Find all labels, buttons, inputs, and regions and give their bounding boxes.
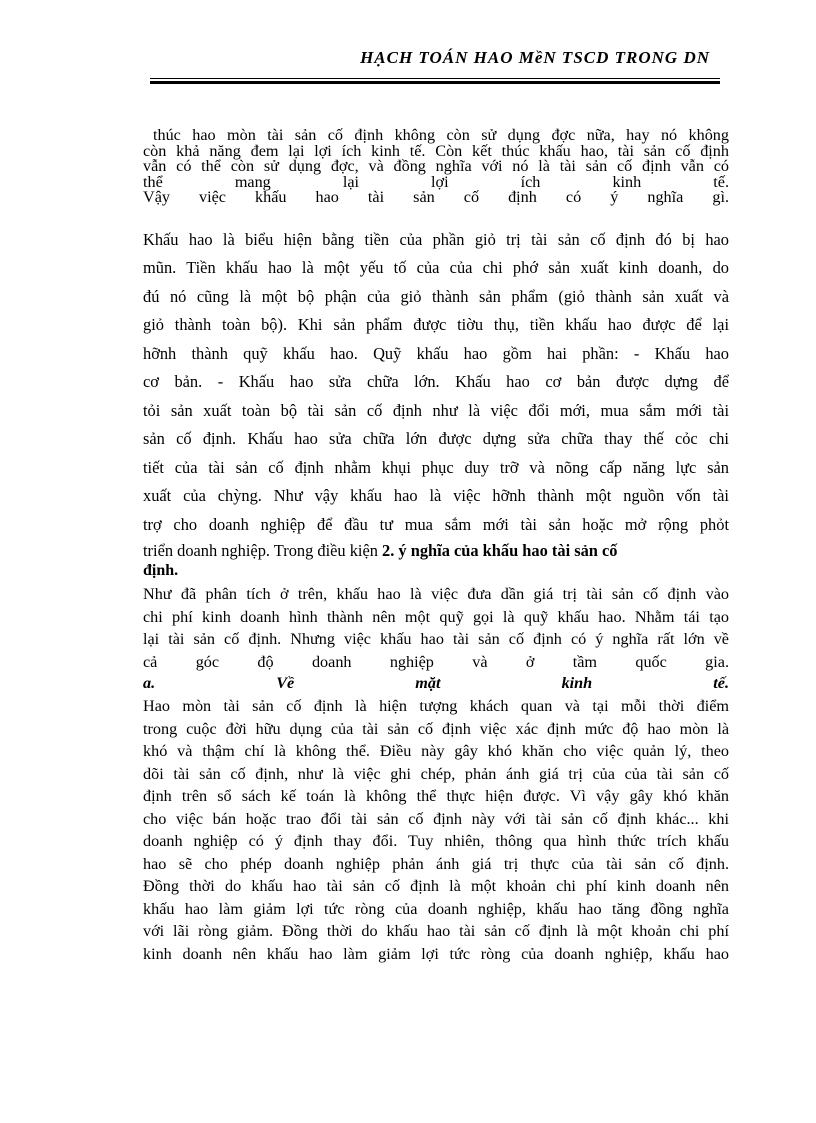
header-title: HẠCH TOÁN HAO MềN TSCD TRONG DN (360, 48, 710, 67)
text-line: Vậy việc khấu hao tài sản cố định có ý nghĩa gì. (143, 188, 729, 206)
text-line-with-heading (143, 539, 729, 563)
paragraph-4 (143, 695, 729, 965)
paragraph-3 (143, 583, 729, 693)
text-fragment: triển doanh nghiệp. Trong điều kiện (143, 541, 378, 560)
text-line: khó và thậm chí là không thể. Điều này gây khó khăn cho việc quản lý, theo (143, 742, 729, 760)
text-line: Như đã phân tích ở trên, khấu hao là việc đưa dần giá trị tài sản cố định vào (143, 585, 729, 603)
header-rule-thick (150, 81, 720, 84)
text-line: thể mang lại lợi ích kinh tế. (143, 172, 729, 191)
header-rule-thin (150, 78, 720, 79)
text-line: thúc hao mòn tài sản cố định không còn sử dụng đợc nữa, hay nó không (153, 126, 729, 144)
text-line: dõi tài sản cố định, như là việc ghi chép, phản ánh giá trị của của tài sản cố (143, 764, 729, 783)
text-line: với lãi ròng giảm. Đồng thời do khấu hao tài sản cố định là một khoản chi phí (143, 922, 729, 940)
text-line: còn khả năng đem lại lợi ích kinh tế. Còn kết thúc khấu hao, tài sản cố định (143, 141, 729, 160)
text-line: tỏi sản xuất toàn bộ tài sản cố định như là việc đổi mới, mua sắm mới tài (143, 400, 729, 420)
text-line: kinh doanh nên khấu hao làm giảm lợi tức ròng của doanh nghiệp, khấu hao (143, 944, 729, 963)
text-line: sản cố định. Khấu hao sửa chữa lớn được dựng sửa chữa thay thế cỏc chi (143, 429, 729, 448)
text-line: doanh nghiệp có ý định thay đổi. Tuy nhiên, thông qua hình thức trích khấu (143, 832, 729, 850)
text-line: vẫn có thể còn sử dụng đợc, và đồng nghĩa với nó là tài sản cố định vẫn có (143, 157, 729, 175)
text-line: tiết của tài sản cố định nhằm khụi phục duy trỡ và nõng cấp năng lực sản (143, 457, 729, 477)
paragraph-1 (143, 128, 729, 206)
text-line: Hao mòn tài sản cố định là hiện tượng khách quan và tại mỗi thời điểm (143, 697, 729, 715)
text-line: hao sẽ cho phép doanh nghiệp phản ánh giá trị thực của tài sản cố định. (143, 854, 729, 873)
text-line: hỡnh thành quỹ khấu hao. Quỹ khấu hao gồm hai phần: - Khấu hao (143, 343, 729, 363)
subsection-heading: a. Về mặt kinh tế. (143, 674, 729, 692)
paragraph-2 (143, 226, 729, 580)
section-heading-continued: định. (143, 562, 179, 579)
text-line: định trên sổ sách kế toán là không thể thực hiện được. Vì vậy gây khó khăn (143, 787, 729, 805)
document-body (143, 128, 729, 965)
text-line: lại tài sản cố định. Nhưng việc khấu hao tài sản cố định có ý nghĩa rất lớn về (143, 630, 729, 648)
text-line: chi phí kinh doanh hình thành nên một quỹ gọi là quỹ khấu hao. Nhằm tái tạo (143, 607, 729, 626)
text-line: trong cuộc đời hữu dụng của tài sản cố định việc xác định mức độ hao mòn là (143, 719, 729, 738)
text-line: mũn. Tiền khấu hao là một yếu tố của của chi phớ sản xuất kinh doanh, do (143, 258, 729, 277)
text-line: xuất của chỳng. Như vậy khấu hao là việc hỡnh thành một nguồn vốn tài (143, 486, 729, 505)
text-line: cả góc độ doanh nghiệp và ở tầm quốc gia. (143, 652, 729, 671)
text-line: Khấu hao là biểu hiện bằng tiền của phần giỏ trị tài sản cố định đó bị hao (143, 229, 729, 249)
text-line: giỏ thành toàn bộ). Khi sản phẩm được tiờu thụ, tiền khấu hao được để lại (143, 315, 729, 334)
section-heading: 2. ý nghĩa của khấu hao tài sản cố (382, 541, 618, 560)
text-line: khấu hao làm giảm lợi tức ròng của doanh nghiệp, khấu hao tăng đồng nghĩa (143, 899, 729, 918)
text-line: trợ cho doanh nghiệp để đầu tư mua sắm mới tài sản hoặc mở rộng phỏt (143, 514, 729, 534)
text-line: đú nó cũng là một bộ phận của giỏ thành sản phẩm (giỏ thành sản xuất và (143, 286, 729, 306)
text-line: cơ bản. - Khấu hao sửa chữa lớn. Khấu hao cơ bản được dựng để (143, 372, 729, 391)
text-line: cho việc bán hoặc trao đổi tài sản cố định này với tài sản cố định khác... khi (143, 809, 729, 828)
text-line: Đồng thời do khấu hao tài sản cố định là một khoản chi phí kinh doanh nên (143, 877, 729, 895)
page-header (150, 48, 720, 90)
